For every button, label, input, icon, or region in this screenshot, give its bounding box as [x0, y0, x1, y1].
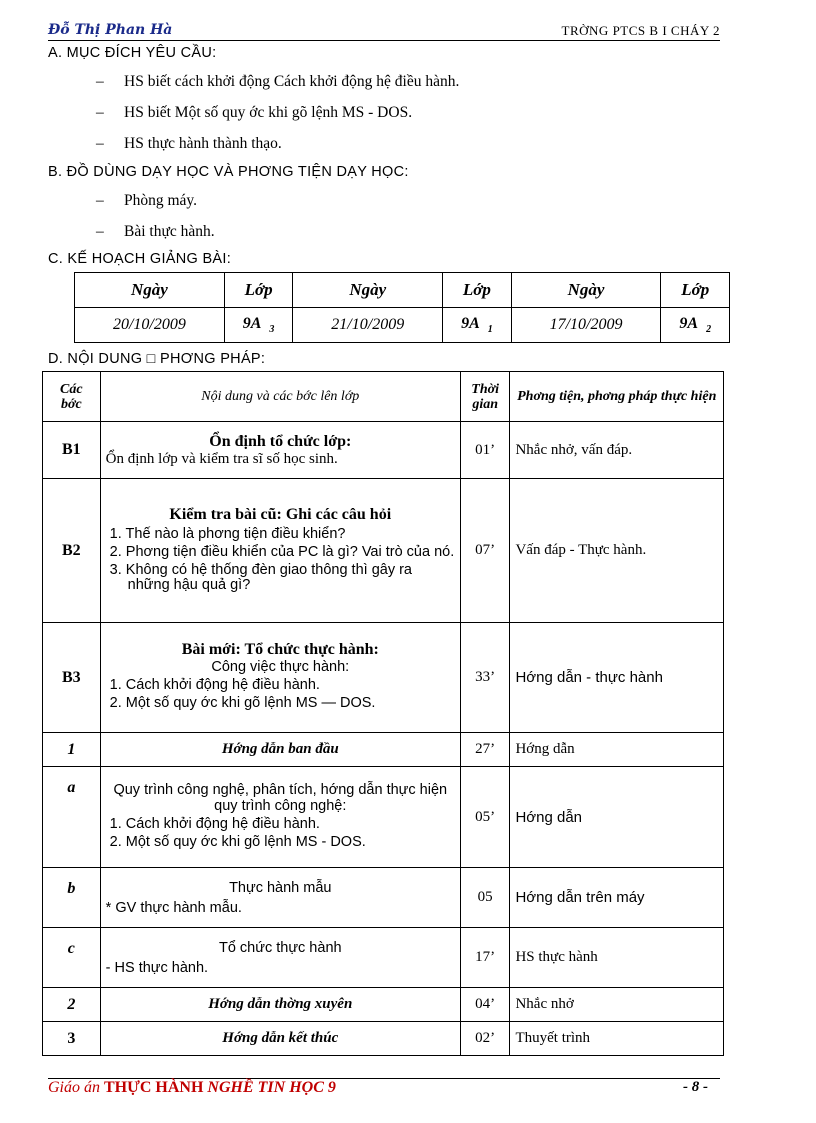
- step-cell: 1: [43, 733, 101, 767]
- page-number: - 8 -: [683, 1079, 708, 1095]
- section-a-title: A. MỤC ĐÍCH YÊU CẦU:: [48, 45, 217, 61]
- plan-header-cell: Lớp: [443, 273, 511, 308]
- header-method: Phơng tiện, phơng pháp thực hiện: [510, 372, 724, 422]
- list-item: 3. Không có hệ thống đèn giao thông thì gây ra những hậu quả gì?: [109, 561, 412, 593]
- time-cell: 01’: [460, 422, 510, 479]
- time-cell: 02’: [460, 1022, 510, 1056]
- plan-header-cell: Ngày: [511, 273, 661, 308]
- table-row: [43, 733, 724, 767]
- step-cell: c: [43, 928, 101, 988]
- method-cell: HS thực hành: [510, 928, 724, 988]
- step-cell: B1: [43, 422, 101, 479]
- row-title: Thực hành mẫu: [229, 879, 332, 896]
- page-footer: [48, 1078, 720, 1099]
- row-line: Ổn định lớp và kiểm tra sĩ số học sinh.: [105, 450, 338, 467]
- row-title: Bài mới: Tổ chức thực hành:: [181, 641, 379, 658]
- content-cell: [100, 767, 460, 868]
- row-title: Tổ chức thực hành: [218, 939, 342, 956]
- plan-date-cell: 20/10/2009: [75, 308, 225, 343]
- table-row: [43, 868, 724, 928]
- section-a-item: – HS biết cách khởi động Cách khởi động hệ điều hành.: [96, 73, 460, 90]
- step-cell: B3: [43, 623, 101, 733]
- plan-header-cell: Ngày: [75, 273, 225, 308]
- lesson-content-table: [42, 371, 724, 1056]
- plan-date-cell: 17/10/2009: [511, 308, 661, 343]
- step-cell: 3: [43, 1022, 101, 1056]
- footer-title: Giáo án THỰC HÀNH NGHỀ TIN HỌC 9: [48, 1079, 336, 1096]
- step-cell: B2: [43, 479, 101, 623]
- content-header-row: [43, 372, 724, 422]
- content-cell: Hớng dẫn kết thúc: [100, 1022, 460, 1056]
- plan-header-cell: Lớp: [661, 273, 730, 308]
- content-cell: Hớng dẫn ban đầu: [100, 733, 460, 767]
- method-cell: Nhắc nhở, vấn đáp.: [510, 422, 724, 479]
- time-cell: 07’: [460, 479, 510, 623]
- time-cell: 27’: [460, 733, 510, 767]
- table-row: [43, 479, 724, 623]
- header-time: Thời gian: [460, 372, 510, 422]
- section-a-item: – HS thực hành thành thạo.: [96, 135, 282, 152]
- plan-class-cell: 9A $_3$: [224, 308, 292, 343]
- plan-header-row: [75, 273, 730, 308]
- content-cell: [100, 868, 460, 928]
- row-title: Ổn định tổ chức lớp:: [209, 432, 352, 450]
- method-cell: Hớng dẫn: [510, 733, 724, 767]
- list-item: 2. Một số quy ớc khi gõ lệnh MS — DOS.: [109, 695, 376, 711]
- list-item: 1. Thế nào là phơng tiện điều khiển?: [109, 525, 346, 542]
- time-cell: 05: [460, 868, 510, 928]
- list-item: 2. Một số quy ớc khi gõ lệnh MS - DOS.: [109, 833, 366, 850]
- plan-header-cell: Lớp: [224, 273, 292, 308]
- step-cell: 2: [43, 988, 101, 1022]
- method-cell: Hớng dẫn trên máy: [510, 868, 724, 928]
- header-content: Nội dung và các bớc lên lớp: [100, 372, 460, 422]
- row-title: Quy trình công nghệ, phân tích, hớng dẫn thực hiện quy trình công nghệ:: [113, 781, 448, 814]
- row-title: Kiểm tra bài cũ: Ghi các câu hỏi: [169, 505, 392, 523]
- list-item: 1. Cách khởi động hệ điều hành.: [109, 677, 320, 693]
- list-item: 2. Phơng tiện điều khiển của PC là gì? Vai trò của nó.: [109, 543, 455, 560]
- method-cell: Thuyết trình: [510, 1022, 724, 1056]
- content-cell: [100, 422, 460, 479]
- plan-header-cell: Ngày: [293, 273, 443, 308]
- author-name: Đỗ Thị Phan Hà: [48, 22, 173, 38]
- plan-date-cell: 21/10/2009: [293, 308, 443, 343]
- step-cell: a: [43, 767, 101, 868]
- table-row: [43, 1022, 724, 1056]
- section-b-title: B. ĐỒ DÙNG DẠY HỌC VÀ PHƠNG TIỆN DẠY HỌC:: [48, 164, 409, 180]
- time-cell: 04’: [460, 988, 510, 1022]
- table-row: [43, 767, 724, 868]
- content-cell: [100, 928, 460, 988]
- time-cell: 17’: [460, 928, 510, 988]
- section-d-title: D. NỘI DUNG □ PHƠNG PHÁP:: [48, 351, 266, 367]
- plan-class-cell: 9A $_2$: [661, 308, 730, 343]
- time-cell: 33’: [460, 623, 510, 733]
- school-name: TRỜNG PTCS B I CHÁY 2: [561, 23, 720, 38]
- method-cell: Hớng dẫn - thực hành: [510, 623, 724, 733]
- table-row: [43, 422, 724, 479]
- table-row: [43, 928, 724, 988]
- content-cell: Hớng dẫn thờng xuyên: [100, 988, 460, 1022]
- section-a-item: – HS biết Một số quy ớc khi gõ lệnh MS - DOS.: [96, 104, 413, 121]
- method-cell: Hớng dẫn: [510, 767, 724, 868]
- row-line: * GV thực hành mẫu.: [105, 899, 242, 916]
- table-row: [43, 988, 724, 1022]
- list-item: 1. Cách khởi động hệ điều hành.: [109, 815, 320, 832]
- row-subtitle: Công việc thực hành:: [211, 659, 350, 675]
- teaching-plan-table: [74, 272, 730, 343]
- section-b-item: – Bài thực hành.: [96, 223, 215, 240]
- method-cell: Nhắc nhở: [510, 988, 724, 1022]
- content-cell: [100, 479, 460, 623]
- plan-value-row: [75, 308, 730, 343]
- method-cell: Vấn đáp - Thực hành.: [510, 479, 724, 623]
- header-step: Các bớc: [43, 372, 101, 422]
- content-cell: [100, 623, 460, 733]
- page-header: [48, 22, 720, 41]
- section-b-item: – Phòng máy.: [96, 192, 198, 209]
- step-cell: b: [43, 868, 101, 928]
- row-line: - HS thực hành.: [105, 959, 209, 976]
- section-c-title: C. KẾ HOẠCH GIẢNG BÀI:: [48, 251, 232, 267]
- table-row: [43, 623, 724, 733]
- plan-class-cell: 9A $_1$: [443, 308, 511, 343]
- time-cell: 05’: [460, 767, 510, 868]
